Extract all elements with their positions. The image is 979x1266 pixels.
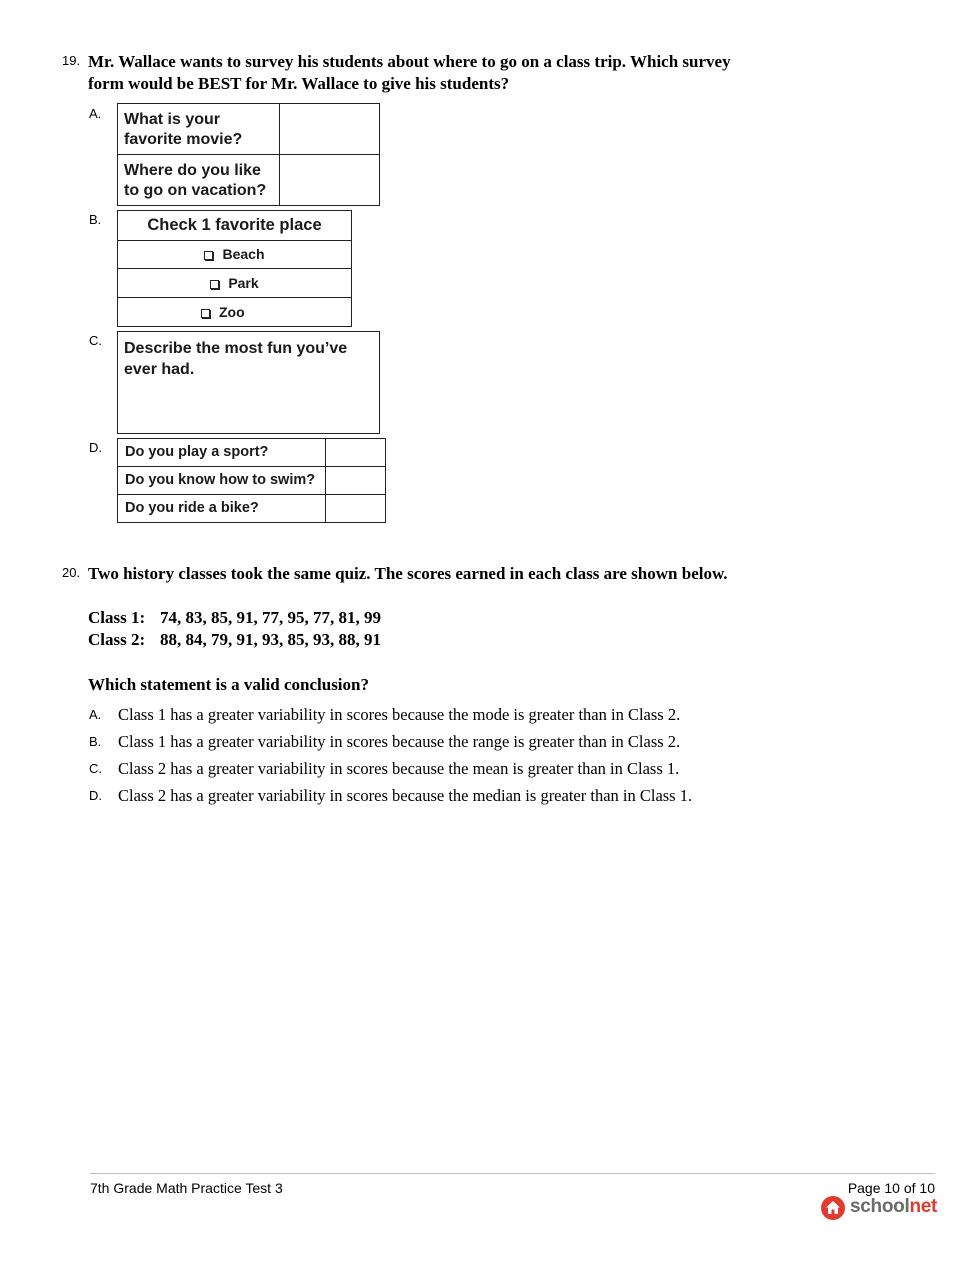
- q19-option-d-form[interactable]: [117, 438, 386, 523]
- form-d-answer-3: [325, 494, 386, 523]
- form-b-choice-label: Park: [228, 275, 259, 291]
- q19-prompt-line1: Mr. Wallace wants to survey his students about where to go on a class trip. Which survey: [88, 52, 731, 71]
- q20-option-c-text[interactable]: Class 2 has a greater variability in scores because the mean is greater than in Class 1.: [118, 759, 680, 778]
- form-a-q2-line2: to go on vacation?: [124, 182, 267, 199]
- q20-option-c-letter[interactable]: C.: [89, 761, 102, 776]
- checkbox-icon: [210, 280, 219, 289]
- q20-prompt: Two history classes took the same quiz. The scores earned in each class are shown below.: [88, 564, 728, 583]
- form-a-question-1: [117, 103, 280, 155]
- schoolnet-wordmark: schoolnet: [850, 1196, 938, 1217]
- class2-label: Class 2:: [88, 630, 146, 649]
- q20-class2-row: [88, 629, 381, 651]
- form-a-question-2: [117, 154, 280, 206]
- footer-page-number: Page 10 of 10: [847, 1180, 935, 1196]
- form-d-question-1: Do you play a sport?: [117, 438, 326, 467]
- q20-option-a-text[interactable]: Class 1 has a greater variability in scores because the mode is greater than in Class 2.: [118, 705, 681, 724]
- form-b-choice-park: [117, 268, 352, 298]
- checkbox-icon: [204, 251, 213, 260]
- q19-option-b-form[interactable]: [117, 210, 352, 327]
- footer-title: 7th Grade Math Practice Test 3: [90, 1180, 283, 1196]
- form-b-choice-zoo: [117, 297, 352, 327]
- class1-scores: 74, 83, 85, 91, 77, 95, 77, 81, 99: [160, 608, 381, 627]
- schoolnet-logo: [820, 1195, 938, 1221]
- q20-number: 20.: [62, 565, 81, 580]
- footer-divider: [90, 1173, 935, 1174]
- q20-option-b-letter[interactable]: B.: [89, 734, 102, 749]
- form-a-q1-line2: favorite movie?: [124, 131, 243, 148]
- form-a-q2-line1: Where do you like: [124, 162, 261, 179]
- q19-option-c-form[interactable]: [117, 331, 380, 434]
- q19-option-c-letter[interactable]: C.: [89, 333, 102, 348]
- q19-option-b-letter[interactable]: B.: [89, 212, 102, 227]
- class1-label: Class 1:: [88, 608, 146, 627]
- q19-prompt: [88, 51, 731, 95]
- q20-question: Which statement is a valid conclusion?: [88, 675, 369, 694]
- form-a-answer-2: [279, 154, 380, 206]
- q20-option-d-letter[interactable]: D.: [89, 788, 102, 803]
- schoolnet-house-icon: [820, 1195, 846, 1221]
- form-c-line1: Describe the most fun you’ve: [124, 340, 348, 357]
- checkbox-icon: [201, 309, 210, 318]
- q19-option-a-letter[interactable]: A.: [89, 106, 102, 121]
- form-d-question-2: Do you know how to swim?: [117, 466, 326, 495]
- q19-number: 19.: [62, 53, 81, 68]
- form-d-answer-2: [325, 466, 386, 495]
- form-b-choice-label: Zoo: [219, 304, 245, 320]
- form-c-line2: ever had.: [124, 361, 195, 378]
- form-b-choice-label: Beach: [222, 246, 265, 262]
- form-b-header: Check 1 favorite place: [117, 210, 352, 241]
- form-d-question-3: Do you ride a bike?: [117, 494, 326, 523]
- q20-option-b-text[interactable]: Class 1 has a greater variability in scores because the range is greater than in Class 2.: [118, 732, 681, 751]
- form-d-answer-1: [325, 438, 386, 467]
- form-a-q1-line1: What is your: [124, 111, 221, 128]
- q19-option-d-letter[interactable]: D.: [89, 440, 102, 455]
- form-a-answer-1: [279, 103, 380, 155]
- q19-prompt-line2: form would be BEST for Mr. Wallace to give his students?: [88, 74, 510, 93]
- form-b-choice-beach: [117, 240, 352, 269]
- q20-class1-row: [88, 607, 381, 629]
- q20-option-d-text[interactable]: Class 2 has a greater variability in scores because the median is greater than in Class 1.: [118, 786, 693, 805]
- class2-scores: 88, 84, 79, 91, 93, 85, 93, 88, 91: [160, 630, 381, 649]
- q19-option-a-form[interactable]: [117, 103, 380, 206]
- q20-option-a-letter[interactable]: A.: [89, 707, 102, 722]
